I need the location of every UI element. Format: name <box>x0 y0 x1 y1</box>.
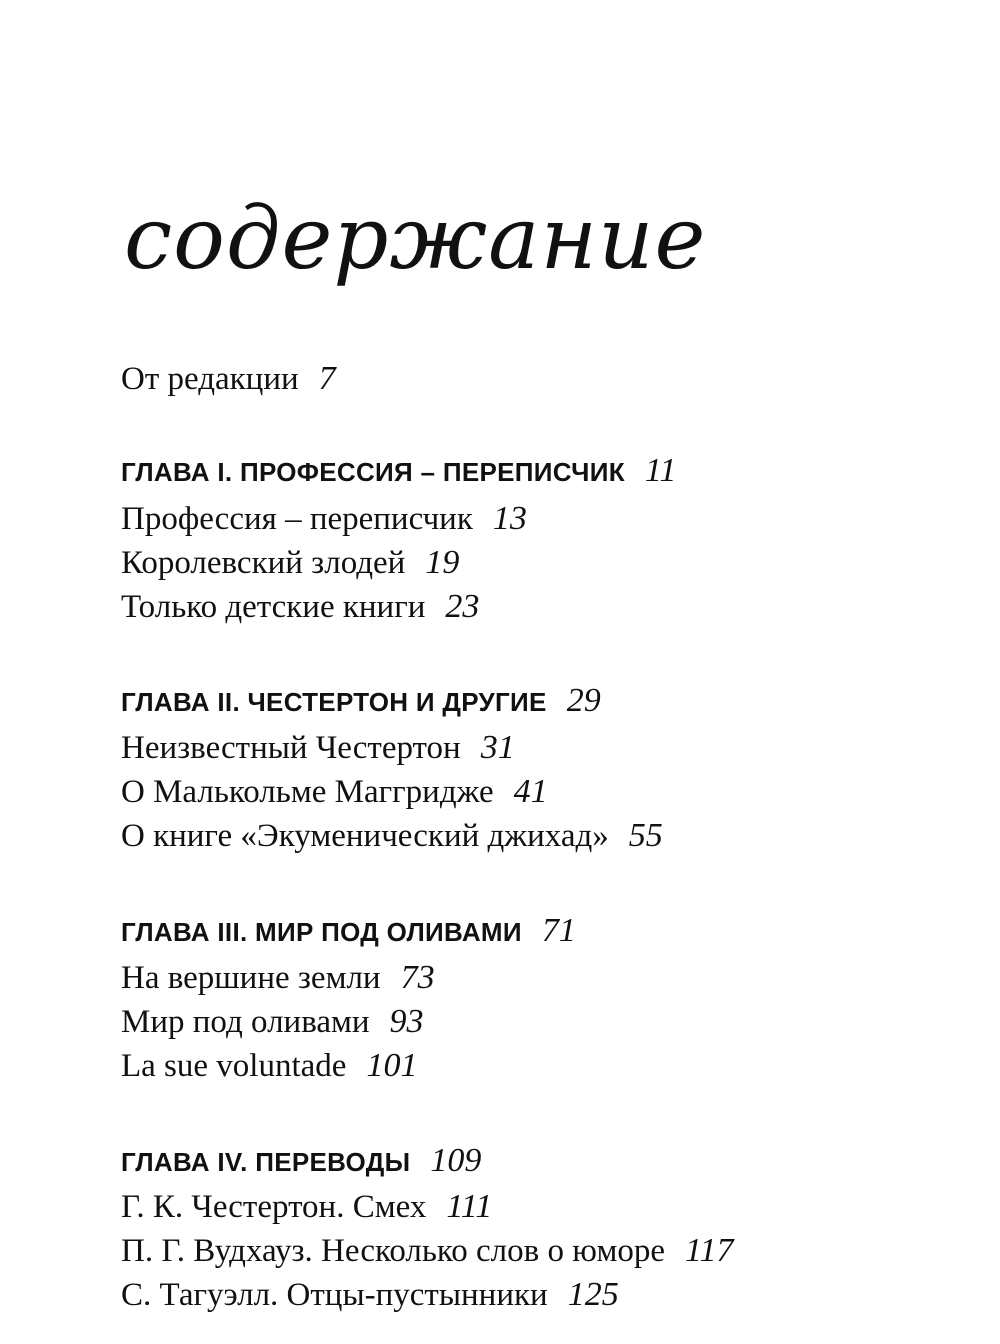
toc-entry-title: О Малькольме Маггридже <box>121 774 494 810</box>
toc-entry <box>121 1234 733 1268</box>
toc-page-number: 31 <box>480 729 515 766</box>
toc-entry <box>121 590 479 624</box>
toc-entry-title: La sue voluntade <box>121 1048 347 1084</box>
toc-entry-title: Неизвестный Честертон <box>121 730 461 766</box>
toc-chapter-title: ГЛАВА IV. ПЕРЕВОДЫ <box>121 1147 411 1177</box>
toc-chapter-title: ГЛАВА I. ПРОФЕССИЯ – ПЕРЕПИСЧИК <box>121 457 625 487</box>
toc-chapter-1 <box>121 454 676 488</box>
toc-entry <box>121 502 527 536</box>
toc-entry-title: От редакции <box>121 361 299 397</box>
toc-entry <box>121 961 435 995</box>
toc-entry <box>121 1005 424 1039</box>
toc-entry-title: О книге «Экуменический джихад» <box>121 818 609 854</box>
toc-page-number: 19 <box>425 544 460 581</box>
toc-entry <box>121 731 515 765</box>
toc-chapter-2 <box>121 684 601 718</box>
toc-entry-title: Королевский злодей <box>121 545 406 581</box>
toc-page-number: 93 <box>389 1003 424 1040</box>
toc-entry-title: Мир под оливами <box>121 1004 370 1040</box>
toc-page-number: 101 <box>366 1047 418 1084</box>
toc-entry <box>121 819 663 853</box>
toc-entry <box>121 1190 492 1224</box>
toc-entry-title: На вершине земли <box>121 960 381 996</box>
toc-page-number: 125 <box>567 1276 619 1313</box>
toc-page-number: 23 <box>445 588 480 625</box>
toc-entry-title: Профессия – переписчик <box>121 501 473 537</box>
toc-chapter-title: ГЛАВА II. ЧЕСТЕРТОН И ДРУГИЕ <box>121 687 547 717</box>
toc-page-number: 71 <box>541 912 576 949</box>
toc-entry-title: Только детские книги <box>121 589 426 625</box>
toc-page-number: 11 <box>644 452 677 489</box>
toc-entry <box>121 1278 619 1312</box>
toc-page-number: 41 <box>513 773 548 810</box>
toc-page-number: 117 <box>684 1232 734 1269</box>
toc-entry <box>121 775 548 809</box>
toc-page-number: 109 <box>430 1142 482 1179</box>
toc-page-number: 55 <box>628 817 663 854</box>
toc-page-number: 7 <box>318 360 336 397</box>
toc-entry <box>121 1049 417 1083</box>
toc-page-number: 13 <box>492 500 527 537</box>
toc-page-number: 73 <box>400 959 435 996</box>
toc-page-number: 111 <box>446 1188 493 1225</box>
page-title: содержание <box>124 189 707 289</box>
toc-chapter-title: ГЛАВА III. МИР ПОД ОЛИВАМИ <box>121 917 522 947</box>
toc-chapter-3 <box>121 914 576 948</box>
toc-entry-title: П. Г. Вудхауз. Несколько слов о юморе <box>121 1233 665 1269</box>
toc-entry-title: Г. К. Честертон. Смех <box>121 1189 427 1225</box>
toc-page-number: 29 <box>566 682 601 719</box>
toc-entry-editorial <box>121 362 336 396</box>
toc-entry-title: С. Тагуэлл. Отцы-пустынники <box>121 1277 548 1313</box>
toc-entry <box>121 546 459 580</box>
toc-chapter-4 <box>121 1144 481 1178</box>
